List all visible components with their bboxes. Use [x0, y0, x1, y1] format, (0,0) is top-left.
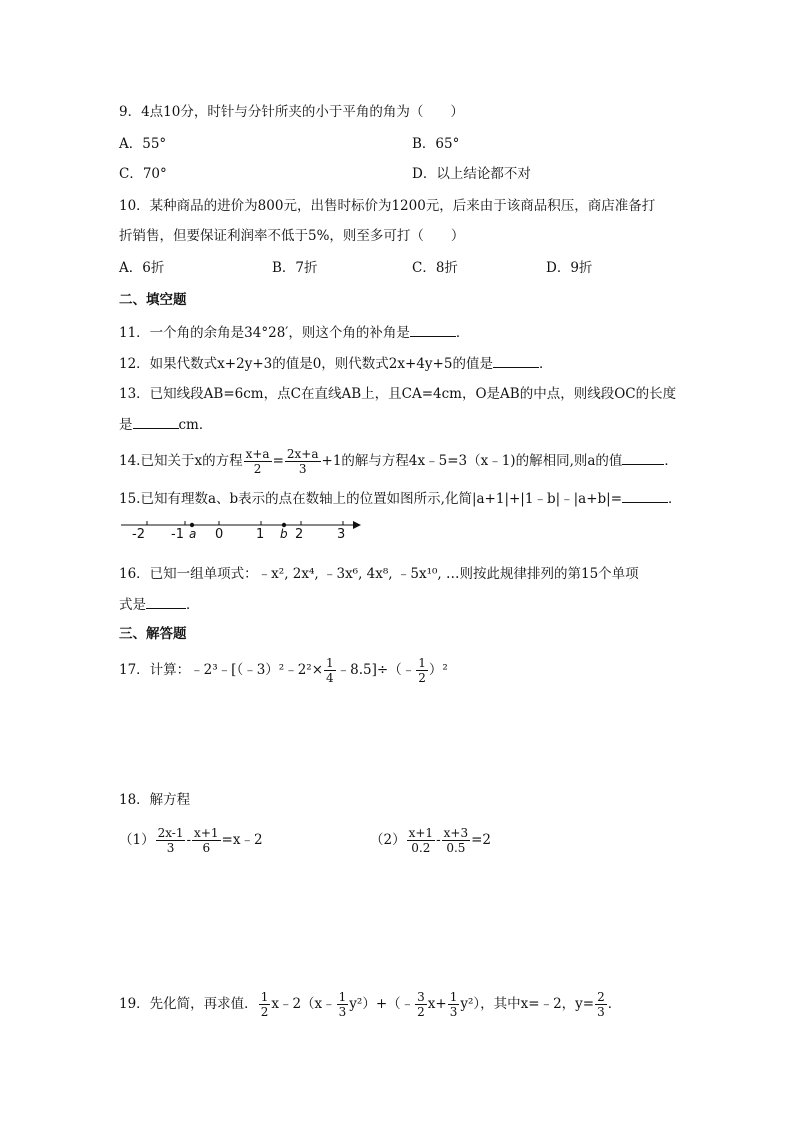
q18-p2-f2-denominator: 0.5 [446, 841, 466, 855]
q10-stem-line1: 10．某种商品的进价为800元，出售时标价为1200元，后来由于该商品积压，商店准备打 [119, 198, 656, 214]
q12-end: ． [538, 356, 553, 372]
q18-p2-label: （2） [370, 832, 406, 848]
axis-label-b: b [280, 527, 288, 541]
axis-label-minus-2: -2 [132, 527, 145, 542]
q16-line2 [119, 594, 200, 615]
q19-f3-numerator: 3 [417, 990, 425, 1004]
q19-fraction-2 [337, 990, 349, 1019]
q19-fraction-3 [415, 990, 427, 1019]
q18-p1-f2-numerator: x+1 [194, 826, 219, 840]
axis-label-1: 1 [256, 527, 265, 542]
q19-post: ． [607, 996, 622, 1012]
q12 [119, 353, 552, 374]
q13-line1: 13．已知线段AB=6cm，点C在直线AB上，且CA=4cm，O是AB的中点，则线段OC的长度 [119, 386, 677, 402]
axis-label-3: 3 [337, 527, 346, 542]
q13-line2-pre: 是 [119, 417, 133, 433]
q9-option-d: D．以上结论都不对 [412, 166, 531, 182]
q19-f1-denominator: 2 [260, 1005, 269, 1019]
number-line-figure [119, 515, 369, 549]
q14-f1-denominator: 2 [253, 462, 262, 476]
q10-option-a: A．6折 [119, 260, 165, 276]
q19-f2-denominator: 3 [338, 1005, 347, 1019]
q17-f-numerator: 1 [326, 656, 334, 670]
q19-m2: y²）+（﹣ [349, 996, 415, 1012]
q18-p1-f1-numerator: 2x-1 [157, 826, 184, 840]
q15-end: ． [668, 491, 682, 507]
q14-answer-blank[interactable] [622, 450, 664, 465]
q12-answer-blank[interactable] [493, 353, 539, 368]
q11-end: ． [455, 325, 470, 341]
q15-text: 15.已知有理数a、b表示的点在数轴上的位置如图所示,化简|a+1|+|1﹣b|﹣|a+b|= [119, 491, 623, 507]
q14-end: ． [664, 453, 678, 469]
q14-f2-numerator: 2x+a [286, 447, 319, 461]
q9-stem: 9．4点10分，时针与分针所夹的小于平角的角为（ ） [119, 104, 464, 120]
q14-pre: 14.已知关于x的方程 [119, 453, 243, 469]
q18-p2-post: =2 [471, 832, 491, 848]
q14-f2-denominator: 3 [298, 462, 307, 476]
q13-line2-post: cm． [178, 417, 213, 433]
q19-f1-numerator: 1 [260, 990, 269, 1004]
axis-label-2: 2 [295, 527, 304, 542]
q19-f2-numerator: 1 [338, 990, 347, 1004]
q18-p2-fraction-2 [442, 826, 470, 855]
q19-f4-numerator: 1 [449, 990, 458, 1004]
q15 [119, 488, 682, 509]
q16-line2-pre: 式是 [119, 597, 146, 613]
q17-mid: ﹣8.5]÷（﹣ [336, 662, 416, 678]
q17-pre: 17．计算：﹣2³﹣[（﹣3）²﹣2²× [119, 662, 324, 678]
q17 [119, 656, 448, 685]
q11 [119, 322, 469, 343]
q11-text: 11．一个角的余角是34°28′，则这个角的补角是 [119, 325, 410, 341]
q18-p1-fraction-1 [156, 826, 186, 855]
section-solve-heading: 三、解答题 [119, 626, 187, 642]
q9-option-b: B．65° [412, 136, 460, 152]
q10-option-d: D．9折 [546, 260, 593, 276]
q10-option-b: B．7折 [272, 260, 318, 276]
q14-equals: = [272, 453, 284, 469]
q14-f1-numerator: x+a [245, 447, 270, 461]
q18-p2-f2-numerator: x+3 [443, 826, 469, 840]
q10-stem-line2: 折销售，但要保证利润率不低于5%，则至多可打（ ） [119, 228, 465, 244]
q10-option-c: C．8折 [412, 260, 458, 276]
q18-p1-minus: - [186, 832, 192, 848]
q14 [119, 447, 678, 476]
q18-p2-f1-denominator: 0.2 [411, 841, 431, 855]
q19-fraction-4 [448, 990, 460, 1019]
q9-option-c: C．70° [119, 166, 167, 182]
q16-end: ． [186, 597, 200, 613]
q18-p2-fraction-1 [407, 826, 435, 855]
q19 [119, 990, 621, 1019]
q17-g-numerator: 1 [418, 656, 426, 670]
q19-pre: 19．先化简，再求值． [119, 996, 258, 1012]
section-fill-in-heading: 二、填空题 [119, 292, 187, 308]
q9-option-a: A．55° [119, 136, 167, 152]
q12-text: 12．如果代数式x+2y+3的值是0，则代数式2x+4y+5的值是 [119, 356, 493, 372]
q18-p2-f1-numerator: x+1 [408, 826, 434, 840]
q18-p1-f2-denominator: 6 [202, 841, 211, 855]
q17-post: ）² [428, 662, 448, 678]
number-line-axis [119, 515, 369, 531]
q19-f5-denominator: 3 [597, 1005, 605, 1019]
q17-f-denominator: 4 [326, 671, 334, 685]
q19-fraction-1 [259, 990, 271, 1019]
q18-part1 [119, 826, 263, 855]
q18-title: 18．解方程 [119, 792, 191, 808]
q19-f5-numerator: 2 [597, 990, 605, 1004]
q19-m4: y²），其中x=﹣2，y= [460, 996, 595, 1012]
q17-fraction-half [416, 656, 428, 685]
q16-line1: 16．已知一组单项式：﹣x², 2x⁴, ﹣3x⁶, 4x⁸, ﹣5x¹⁰, …则按此规律排列的第15个单项 [119, 566, 639, 582]
q19-f4-denominator: 3 [449, 1005, 458, 1019]
q18-p1-fraction-2 [192, 826, 220, 855]
q15-answer-blank[interactable] [622, 488, 668, 503]
q14-post: +1的解与方程4x﹣5=3（x﹣1)的解相同,则a的值 [321, 453, 623, 469]
q11-answer-blank[interactable] [410, 322, 456, 337]
q13-line2 [119, 414, 212, 435]
q17-g-denominator: 2 [418, 671, 426, 685]
q16-answer-blank[interactable] [146, 594, 186, 609]
q18-p1-f1-denominator: 3 [166, 841, 175, 855]
q14-fraction-1 [244, 447, 272, 476]
q19-f3-denominator: 2 [417, 1005, 425, 1019]
q18-part2 [370, 826, 491, 855]
q13-answer-blank[interactable] [133, 414, 179, 429]
axis-label-minus-1: -1 [171, 527, 184, 542]
q19-m3: x+ [427, 996, 447, 1012]
axis-label-0: 0 [215, 527, 224, 542]
axis-label-a: a [189, 527, 197, 541]
q18-p1-label: （1） [119, 832, 155, 848]
q18-p2-minus: - [436, 832, 441, 848]
q17-fraction-quarter [324, 656, 336, 685]
q19-fraction-5 [595, 990, 607, 1019]
q14-fraction-2 [285, 447, 321, 476]
q19-m1: x﹣2（x﹣ [271, 996, 336, 1012]
q18-p1-post: =x﹣2 [221, 832, 263, 848]
